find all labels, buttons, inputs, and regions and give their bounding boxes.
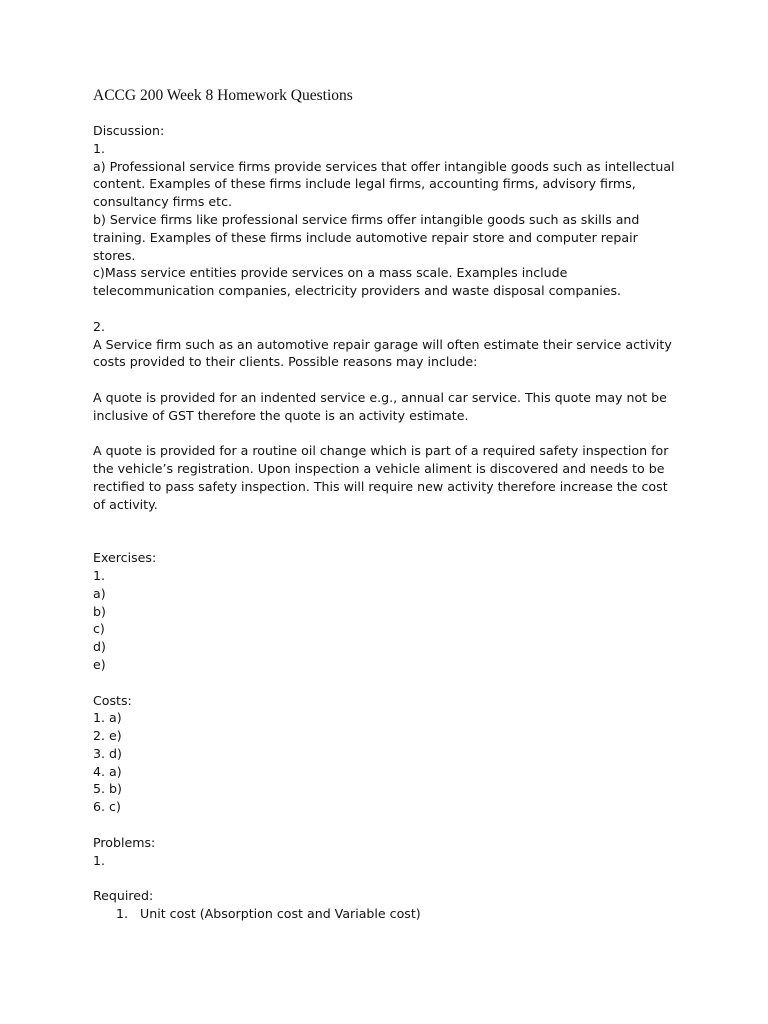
paragraph-spacer — [93, 425, 683, 443]
discussion-q2-para2-line: rectified to pass safety inspection. This will require new activity therefore increase the cost — [93, 478, 668, 494]
discussion-q1-number: 1. — [93, 140, 106, 156]
required-heading: Required: — [93, 888, 154, 904]
exercises-item: a) — [93, 585, 106, 601]
discussion-q1-b-line: stores. — [93, 247, 136, 263]
discussion-q1-a-line: consultancy firms etc. — [93, 194, 233, 210]
costs-item: 3. d) — [93, 745, 122, 761]
section-spacer — [93, 869, 683, 887]
costs-item: 4. a) — [93, 763, 122, 779]
paragraph-spacer — [93, 300, 683, 318]
section-spacer — [93, 514, 683, 550]
required-list-text: Unit cost (Absorption cost and Variable cost) — [140, 906, 421, 922]
exercises-item: c) — [93, 621, 105, 637]
exercises-item: 1. — [93, 567, 106, 583]
document-body — [93, 122, 683, 923]
exercises-heading: Exercises: — [93, 550, 157, 566]
required-list-number: 1. — [116, 906, 129, 922]
discussion-q1-c-line: telecommunication companies, electricity providers and waste disposal companies. — [93, 283, 622, 299]
paragraph-spacer — [93, 371, 683, 389]
discussion-q1-b-line: training. Examples of these firms include automotive repair store and computer repair — [93, 229, 638, 245]
costs-item: 1. a) — [93, 710, 122, 726]
costs-heading: Costs: — [93, 692, 132, 708]
exercises-item: d) — [93, 639, 106, 655]
exercises-item: b) — [93, 603, 106, 619]
costs-item: 6. c) — [93, 799, 121, 815]
discussion-q2-para2-line: the vehicle’s registration. Upon inspection a vehicle aliment is discovered and needs to be — [93, 461, 665, 477]
discussion-q2-para1-line: A quote is provided for an indented service e.g., annual car service. This quote may not be — [93, 389, 667, 405]
problems-heading: Problems: — [93, 834, 156, 850]
discussion-q2-intro-line: costs provided to their clients. Possible reasons may include: — [93, 354, 478, 370]
required-list-item — [93, 905, 683, 923]
discussion-q2-intro-line: A Service firm such as an automotive repair garage will often estimate their service activity — [93, 336, 672, 352]
discussion-q2-para2-line: of activity. — [93, 496, 158, 512]
discussion-q1-c-line: c)Mass service entities provide services on a mass scale. Examples include — [93, 265, 568, 281]
discussion-q2-para1-line: inclusive of GST therefore the quote is an activity estimate. — [93, 407, 469, 423]
discussion-q2-para2-line: A quote is provided for a routine oil change which is part of a required safety inspection for — [93, 443, 669, 459]
discussion-q2-number: 2. — [93, 318, 106, 334]
section-spacer — [93, 816, 683, 834]
document-page — [93, 86, 683, 923]
exercises-item: e) — [93, 656, 106, 672]
discussion-q1-b-line: b) Service firms like professional service firms offer intangible goods such as skills and — [93, 211, 640, 227]
costs-item: 5. b) — [93, 781, 122, 797]
discussion-q1-a-line: content. Examples of these firms include legal firms, accounting firms, advisory firms, — [93, 176, 636, 192]
costs-item: 2. e) — [93, 728, 122, 744]
document-title: ACCG 200 Week 8 Homework Questions — [93, 87, 353, 104]
section-spacer — [93, 674, 683, 692]
problems-item: 1. — [93, 852, 106, 868]
discussion-heading: Discussion: — [93, 123, 165, 138]
discussion-q1-a-line: a) Professional service firms provide services that offer intangible goods such as intellectual — [93, 158, 675, 174]
